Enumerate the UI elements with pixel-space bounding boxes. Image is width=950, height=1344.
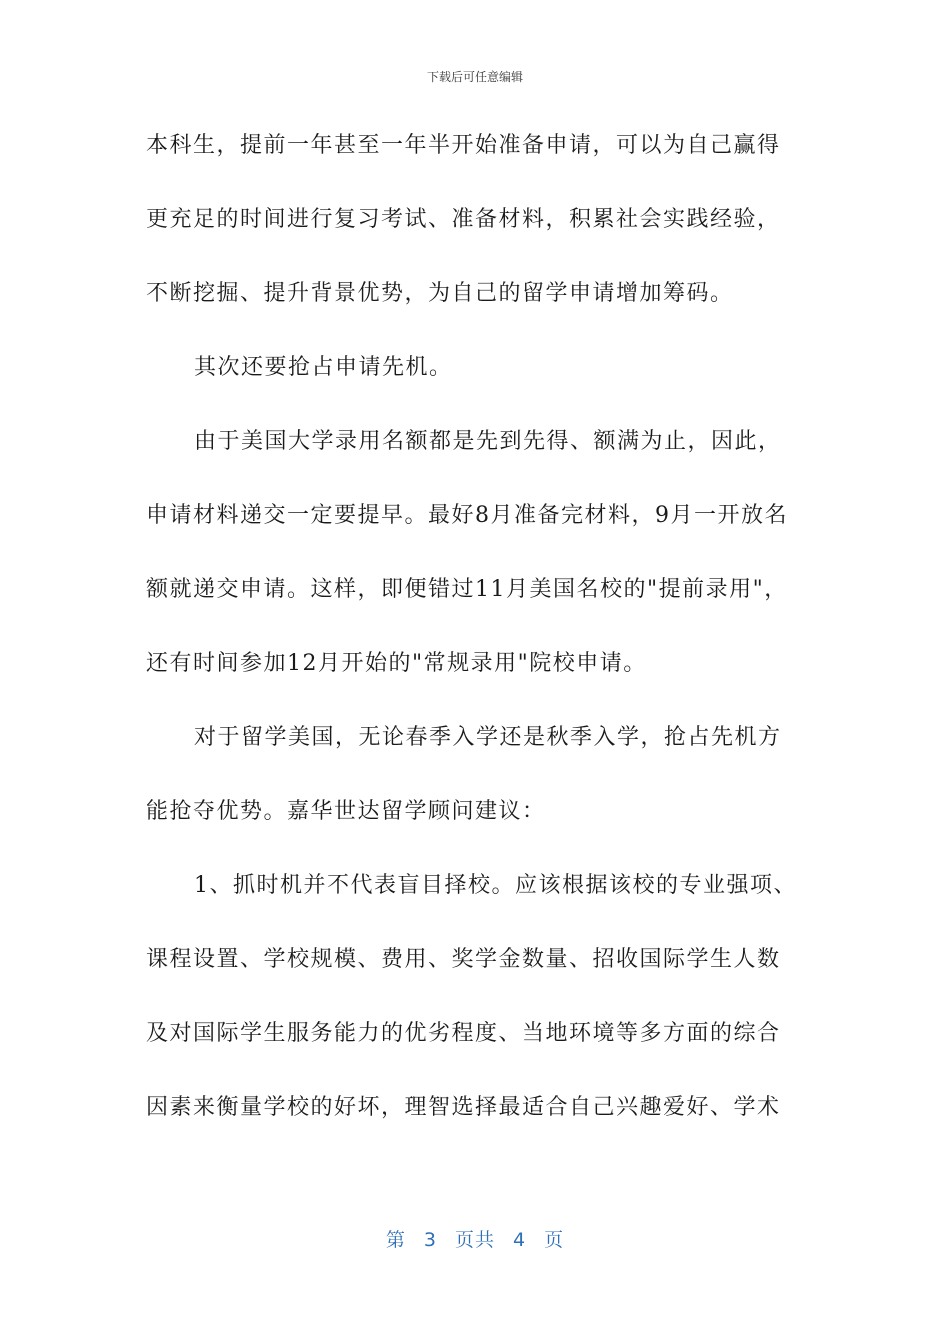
footer-middle: 页共 [454,1229,495,1251]
text-line-1: 本科生，提前一年甚至一年半开始准备申请，可以为自己赢得 [146,133,781,158]
total-pages-number: 4 [513,1229,527,1251]
text-line-2: 更充足的时间进行复习考试、准备材料，积累社会实践经验， [146,207,781,232]
text-line-6: 申请材料递交一定要提早。最好8月准备完材料，9月一开放名 [146,503,788,528]
footer-suffix: 页 [544,1229,565,1251]
paragraph-start-line-9: 对于留学美国，无论春季入学还是秋季入学，抢占先机方 [194,725,782,750]
text-line-8: 还有时间参加12月开始的"常规录用"院校申请。 [146,651,647,676]
text-line-3: 不断挖掘、提升背景优势，为自己的留学申请增加筹码。 [146,281,734,306]
paragraph-start-line-11: 1、抓时机并不代表盲目择校。应该根据该校的专业强项、 [194,873,797,898]
text-line-14: 因素来衡量学校的好坏，理智选择最适合自己兴趣爱好、学术 [146,1095,781,1120]
current-page-number: 3 [423,1229,437,1251]
text-line-13: 及对国际学生服务能力的优劣程度、当地环境等多方面的综合 [146,1021,781,1046]
text-line-12: 课程设置、学校规模、费用、奖学金数量、招收国际学生人数 [146,947,781,972]
text-line-7: 额就递交申请。这样，即便错过11月美国名校的"提前录用"， [146,577,788,602]
text-line-10: 能抢夺优势。嘉华世达留学顾问建议： [146,799,546,824]
paragraph-start-line-5: 由于美国大学录用名额都是先到先得、额满为止，因此， [194,429,782,454]
header-note: 下载后可任意编辑 [426,70,523,84]
page-number-footer [0,1225,950,1252]
document-body [146,122,810,1158]
footer-prefix: 第 [385,1229,406,1251]
paragraph-start-line-4: 其次还要抢占申请先机。 [194,355,453,380]
